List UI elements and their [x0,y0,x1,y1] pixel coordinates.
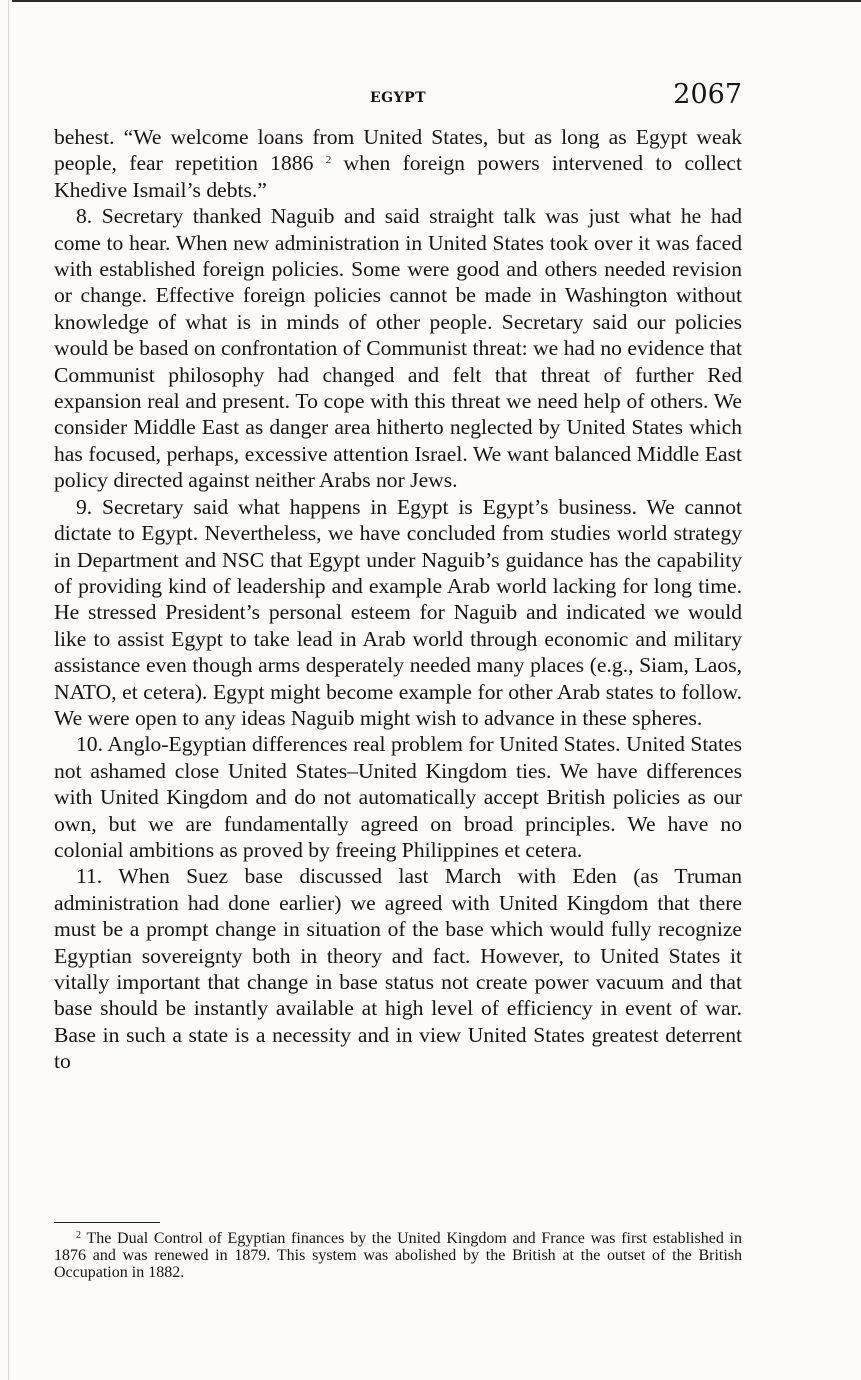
footnote [54,1230,742,1282]
footnote-reference: 2 [325,154,332,167]
paragraph-11: 11. When Suez base discussed last March with Eden (as Truman administration had done earlier) we agreed with United Kingdom that there must be a prompt change in situation of the base which would fully recognize Egyptian sovereignty both in theory and fact. However, to United States it vitally important that change in base status not create power vacuum and that base should be instantly available at high level of efficiency in event of war. Base in such a state is a necessity and in view United States greatest deterrent to [54,864,742,1074]
paragraph-continuation-text-1: behest. “We welcome loans from United States, but as long as Egypt weak people, fear repetition 1886 [54,125,742,176]
scan-edge-top [12,0,861,2]
paragraph-8: 8. Secretary thanked Naguib and said straight talk was just what he had come to hear. When new administration in United States took over it was faced with established foreign policies. Some were good and others needed revision or change. Effective foreign policies cannot be made in Washington without knowledge of what is in minds of other people. Secretary said our policies would be based on confrontation of Communist threat: we had no evidence that Communist philosophy had changed and felt that threat of further Red expansion real and present. To cope with this threat we need help of others. We consider Middle East as danger area hitherto neglected by United States which has focused, perhaps, excessive attention Israel. We want balanced Middle East policy directed against neither Arabs nor Jews. [54,204,742,493]
footnote-rule [54,1222,160,1223]
page-header [54,80,742,120]
document-body [54,124,742,1075]
running-head: EGYPT [369,90,427,106]
document-page [54,80,742,1075]
footnote-marker: 2 [76,1230,81,1241]
footnote-text: The Dual Control of Egyptian finances by the United Kingdom and France was first established in 1876 and was renewed in 1879. This system was abolished by the British at the outset of the British Occupation in 1882. [54,1230,742,1282]
paragraph-10: 10. Anglo-Egyptian differences real problem for United States. United States not ashamed close United States–United Kingdom ties. We have differences with United Kingdom and do not automatically accept British policies as our own, but we are fundamentally agreed on broad principles. We have no colonial ambitions as proved by freeing Philippines et cetera. [54,732,742,862]
paragraph-continuation-text-2: when foreign powers intervened to collect Khedive Ismail’s debts.” [54,151,742,202]
page-number: 2067 [673,79,742,110]
paragraph-9: 9. Secretary said what happens in Egypt is Egypt’s business. We cannot dictate to Egypt. Nevertheless, we have concluded from studies world strategy in Department and NSC that Egypt under Naguib’s guidance has the capability of providing kind of leadership and example Arab world lacking for long time. He stressed President’s personal esteem for Naguib and indicated we would like to assist Egypt to take lead in Arab world through economic and military assistance even though arms desperately needed many places (e.g., Siam, Laos, NATO, et cetera). Egypt might become example for other Arab states to follow. We were open to any ideas Naguib might wish to advance in these spheres. [54,494,742,730]
scan-edge-left [8,0,9,1380]
paragraph-continuation [54,124,742,203]
